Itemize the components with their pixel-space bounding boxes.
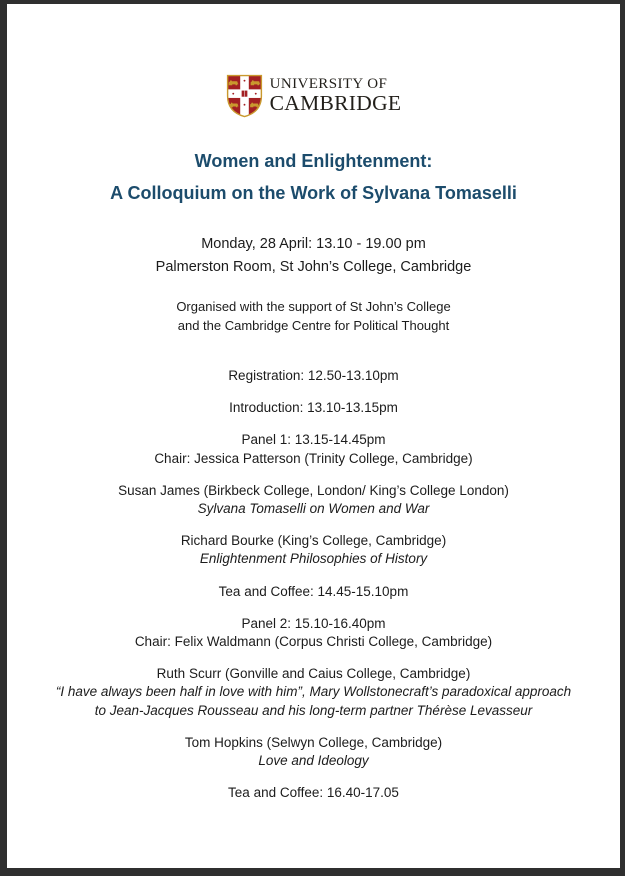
schedule-line-talk-title: Sylvana Tomaselli on Women and War <box>197 501 430 517</box>
logo-wordmark <box>270 77 402 114</box>
support-line2: and the Cambridge Centre for Political Thought <box>177 317 450 333</box>
schedule-line-talk-title: Love and Ideology <box>258 753 369 769</box>
event-when-where <box>7 233 620 279</box>
schedule-line: Chair: Felix Waldmann (Corpus Christi College, Cambridge) <box>134 634 493 650</box>
schedule-line: Richard Bourke (King’s College, Cambridge) <box>180 533 447 549</box>
schedule-line: Susan James (Birkbeck College, London/ King’s College London) <box>118 482 509 498</box>
logo-wordmark-line1: UNIVERSITY OF <box>269 76 388 93</box>
schedule-line: Tea and Coffee: 14.45-15.10pm <box>218 583 409 599</box>
schedule-item-susan-james <box>7 482 620 518</box>
schedule-line: Registration: 12.50-13.10pm <box>228 368 399 383</box>
schedule-item-richard-bourke <box>7 532 620 568</box>
event-title <box>7 145 620 209</box>
support-line1: Organised with the support of St John’s College <box>176 299 451 314</box>
schedule-item-ruth-scurr <box>7 665 620 720</box>
schedule-line: Panel 2: 15.10-16.40pm <box>241 615 386 631</box>
schedule-line: Introduction: 13.10-13.15pm <box>229 400 398 416</box>
schedule-line: Panel 1: 13.15-14.45pm <box>241 432 386 448</box>
schedule-item-panel-1 <box>7 431 620 467</box>
schedule-line-talk-title: to Jean-Jacques Rousseau and his long-term partner Thérèse Levasseur <box>94 702 533 718</box>
event-venue: Palmerston Room, St John’s College, Cambridge <box>155 259 472 275</box>
event-title-line2: A Colloquium on the Work of Sylvana Tomaselli <box>110 183 517 203</box>
logo-wordmark-line2: CAMBRIDGE <box>269 91 402 116</box>
event-datetime: Monday, 28 April: 13.10 - 19.00 pm <box>201 236 426 252</box>
schedule-item-registration <box>7 367 620 385</box>
schedule-line: Chair: Jessica Patterson (Trinity College, Cambridge) <box>154 450 473 466</box>
schedule-line-talk-title: Enlightenment Philosophies of History <box>199 551 428 567</box>
schedule-item-tea-coffee-2 <box>7 784 620 802</box>
schedule <box>7 367 620 802</box>
schedule-line-talk-title: “I have always been half in love with him”, Mary Wollstonecraft’s paradoxical approach <box>55 684 572 700</box>
cambridge-logo <box>7 74 620 118</box>
cambridge-shield-icon <box>226 74 263 118</box>
event-title-line1: Women and Enlightenment: <box>194 151 433 171</box>
schedule-item-panel-2 <box>7 615 620 651</box>
document-page <box>7 4 620 868</box>
schedule-item-introduction <box>7 399 620 417</box>
schedule-line: Tom Hopkins (Selwyn College, Cambridge) <box>184 734 443 750</box>
schedule-line: Tea and Coffee: 16.40-17.05 <box>228 785 399 801</box>
schedule-item-tom-hopkins <box>7 734 620 770</box>
schedule-item-tea-coffee-1 <box>7 583 620 601</box>
organiser-note <box>7 298 620 335</box>
schedule-line: Ruth Scurr (Gonville and Caius College, Cambridge) <box>156 666 471 682</box>
